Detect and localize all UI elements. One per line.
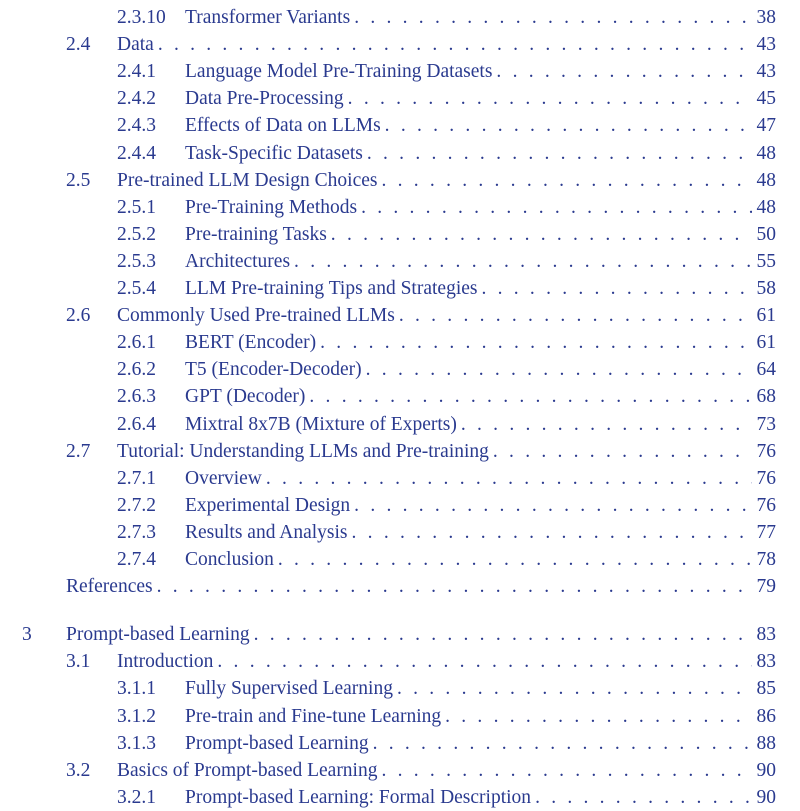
toc-entry-page-number: 48 xyxy=(756,169,776,191)
dot-leader xyxy=(493,438,752,465)
dot-leader xyxy=(445,703,752,730)
dot-leader xyxy=(397,675,752,702)
dot-leader xyxy=(461,411,752,438)
toc-entry-number: 2.6.1 xyxy=(117,332,156,354)
toc-entry-page-number: 85 xyxy=(756,678,776,700)
toc-entry-page-number: 48 xyxy=(756,142,776,164)
dot-leader xyxy=(217,648,752,675)
toc-entry[interactable] xyxy=(0,519,800,546)
dot-leader xyxy=(331,221,752,248)
toc-entry-title[interactable]: Mixtral 8x7B (Mixture of Experts) xyxy=(185,413,457,435)
toc-entry[interactable] xyxy=(0,356,800,383)
toc-entry-title[interactable]: Pre-trained LLM Design Choices xyxy=(117,169,378,191)
toc-entry-title-leader xyxy=(185,703,752,730)
toc-entry-title[interactable]: LLM Pre-training Tips and Strategies xyxy=(185,278,478,299)
toc-entry-title-leader xyxy=(185,675,752,702)
toc-entry-page-number: 45 xyxy=(756,88,776,110)
toc-entry-number: 2.5 xyxy=(66,169,91,191)
toc-entry[interactable] xyxy=(0,675,800,702)
toc-entry-page-number: 90 xyxy=(756,759,776,781)
toc-entry-number: 2.4.2 xyxy=(117,88,156,110)
toc-entry-page-number: 38 xyxy=(756,7,776,28)
toc-entry-title[interactable]: Pre-train and Fine-tune Learning xyxy=(185,705,442,727)
toc-entry-number: 2.7.1 xyxy=(117,467,156,489)
toc-entry-number: 3.2 xyxy=(66,759,91,781)
toc-entry-title[interactable]: T5 (Encoder-Decoder) xyxy=(185,359,362,381)
toc-entry-title-leader xyxy=(66,621,752,648)
toc-entry-title-leader xyxy=(185,275,752,302)
toc-entry-number: 2.7 xyxy=(66,440,91,462)
toc-entry[interactable] xyxy=(0,573,800,600)
toc-entry[interactable] xyxy=(0,140,800,167)
toc-entry-title[interactable]: Pre-training Tasks xyxy=(185,223,327,245)
toc-entry[interactable] xyxy=(0,221,800,248)
toc-entry[interactable] xyxy=(0,58,800,85)
toc-entry-title-leader xyxy=(117,302,752,329)
dot-leader xyxy=(254,621,752,648)
toc-entry-page-number: 78 xyxy=(756,549,776,570)
toc-entry-title[interactable]: Language Model Pre-Training Datasets xyxy=(185,61,493,83)
toc-entry[interactable] xyxy=(0,730,800,757)
toc-entry[interactable] xyxy=(0,703,800,730)
toc-entry-number: 3.1.3 xyxy=(117,732,156,754)
toc-entry[interactable] xyxy=(0,648,800,675)
toc-entry-title-leader xyxy=(185,329,752,356)
toc-entry-title[interactable]: Pre-Training Methods xyxy=(185,196,358,218)
toc-entry-title-leader xyxy=(185,4,752,31)
toc-entry-page-number: 76 xyxy=(756,494,776,516)
toc-entry-page-number: 83 xyxy=(756,624,776,646)
toc-entry-page-number: 83 xyxy=(756,651,776,673)
toc-entry-number: 2.4 xyxy=(66,34,91,56)
toc-entry-title-leader xyxy=(185,411,752,438)
toc-entry-title[interactable]: Task-Specific Datasets xyxy=(185,142,363,164)
toc-entry-number: 2.6.3 xyxy=(117,386,156,408)
toc-entry-title[interactable]: Data xyxy=(117,34,154,56)
dot-leader xyxy=(481,275,752,302)
toc-entry-title[interactable]: Commonly Used Pre-trained LLMs xyxy=(117,305,395,327)
toc-entry-page-number: 68 xyxy=(756,386,776,408)
toc-entry-title-leader xyxy=(117,167,752,194)
toc-entry-title-leader xyxy=(117,31,752,58)
toc-entry[interactable] xyxy=(0,31,800,58)
toc-entry[interactable] xyxy=(0,465,800,492)
toc-entry-title[interactable]: Tutorial: Understanding LLMs and Pre-training xyxy=(117,440,489,462)
toc-entry-title-leader xyxy=(185,492,752,519)
toc-entry-page-number: 58 xyxy=(756,278,776,299)
toc-entry-title[interactable]: Experimental Design xyxy=(185,494,351,516)
toc-entry[interactable] xyxy=(0,411,800,438)
dot-leader xyxy=(348,85,752,112)
toc-entry-title[interactable]: GPT (Decoder) xyxy=(185,386,306,408)
toc-entry-title-leader xyxy=(185,519,752,546)
toc-entry-page-number: 61 xyxy=(756,332,776,354)
toc-entry-number: 3.1 xyxy=(66,651,91,673)
dot-leader xyxy=(385,112,752,139)
toc-entry-page-number: 86 xyxy=(756,705,776,727)
toc-entry-number: 2.6.2 xyxy=(117,359,156,381)
toc-entry[interactable] xyxy=(0,757,800,784)
toc-entry-number: 2.7.2 xyxy=(117,494,156,516)
toc-entry[interactable] xyxy=(0,302,800,329)
toc-entry-page-number: 43 xyxy=(756,61,776,83)
dot-leader xyxy=(278,546,752,573)
toc-entry-page-number: 61 xyxy=(756,305,776,327)
toc-entry-page-number: 77 xyxy=(756,521,776,543)
toc-entry-number: 2.5.2 xyxy=(117,223,156,245)
toc-entry-title[interactable]: Fully Supervised Learning xyxy=(185,678,393,700)
toc-entry-number: 2.3.10 xyxy=(117,7,166,28)
toc-entry[interactable] xyxy=(0,167,800,194)
dot-leader xyxy=(367,140,752,167)
toc-entry-number: 2.7.4 xyxy=(117,549,156,570)
toc-entry-page-number: 48 xyxy=(756,196,776,218)
toc-entry-page-number: 55 xyxy=(756,250,776,272)
toc-entry-title-leader xyxy=(117,438,752,465)
toc-entry-title[interactable]: Architectures xyxy=(185,250,291,272)
toc-entry-number: 3 xyxy=(22,624,32,646)
toc-entry-title-leader xyxy=(185,112,752,139)
toc-entry[interactable] xyxy=(0,784,800,811)
toc-entry-title[interactable]: Conclusion xyxy=(185,549,274,570)
toc-entry[interactable] xyxy=(0,329,800,356)
toc-entry[interactable] xyxy=(0,492,800,519)
toc-entry-title-leader xyxy=(185,546,752,573)
toc-entry-page-number: 90 xyxy=(756,786,776,808)
toc-entry-title-leader xyxy=(66,573,752,600)
toc-entry-page-number: 88 xyxy=(756,732,776,754)
toc-entry-page-number: 50 xyxy=(756,223,776,245)
toc-entry-page-number: 64 xyxy=(756,359,776,381)
dot-leader xyxy=(158,31,752,58)
toc-entry-number: 2.4.3 xyxy=(117,115,156,137)
toc-entry-title-leader xyxy=(185,465,752,492)
toc-entry[interactable] xyxy=(0,85,800,112)
toc-entry-page-number: 43 xyxy=(756,34,776,56)
toc-entry[interactable] xyxy=(0,546,800,573)
toc-entry-number: 3.1.1 xyxy=(117,678,156,700)
dot-leader xyxy=(535,784,752,811)
toc-entry-title[interactable]: Prompt-based Learning xyxy=(185,732,369,754)
toc-entry-number: 2.7.3 xyxy=(117,521,156,543)
toc-entry-page-number: 73 xyxy=(756,413,776,435)
toc-entry-number: 2.5.1 xyxy=(117,196,156,218)
toc-entry-number: 2.5.3 xyxy=(117,250,156,272)
toc-entry-number: 2.6.4 xyxy=(117,413,156,435)
dot-leader xyxy=(266,465,752,492)
toc-entry-title[interactable]: References xyxy=(66,576,153,598)
dot-leader xyxy=(157,573,752,600)
toc-entry-title[interactable]: Data Pre-Processing xyxy=(185,88,344,110)
dot-leader xyxy=(294,248,752,275)
toc-entry[interactable] xyxy=(0,4,800,31)
toc-entry-title-leader xyxy=(185,194,752,221)
toc-entry-page-number: 47 xyxy=(756,115,776,137)
dot-leader xyxy=(309,383,752,410)
toc-entry[interactable] xyxy=(0,438,800,465)
toc-entry-title[interactable]: Prompt-based Learning xyxy=(66,624,250,646)
toc-entry-title-leader xyxy=(185,383,752,410)
dot-leader xyxy=(354,4,752,31)
toc-entry-title-leader xyxy=(117,648,752,675)
toc-entry-number: 2.5.4 xyxy=(117,278,156,299)
dot-leader xyxy=(354,492,752,519)
toc-entry-title[interactable]: Results and Analysis xyxy=(185,521,348,543)
toc-entry-title-leader xyxy=(185,248,752,275)
toc-entry-title-leader xyxy=(185,784,752,811)
toc-entry-title-leader xyxy=(185,58,752,85)
dot-leader xyxy=(381,167,752,194)
toc-entry-title[interactable]: Overview xyxy=(185,467,262,489)
toc-entry-number: 2.6 xyxy=(66,305,91,327)
dot-leader xyxy=(381,757,752,784)
toc-entry-title[interactable]: Introduction xyxy=(117,651,214,673)
toc-entry-title-leader xyxy=(185,85,752,112)
toc-entry-title-leader xyxy=(117,757,752,784)
dot-leader xyxy=(496,58,752,85)
toc-entry[interactable] xyxy=(0,275,800,302)
toc-entry-title-leader xyxy=(185,356,752,383)
toc-entry-number: 3.1.2 xyxy=(117,705,156,727)
dot-leader xyxy=(361,194,752,221)
toc-entry[interactable] xyxy=(0,248,800,275)
toc-entry-title[interactable]: Transformer Variants xyxy=(185,7,351,28)
toc-entry[interactable] xyxy=(0,383,800,410)
toc-entry[interactable] xyxy=(0,112,800,139)
toc-entry-page-number: 76 xyxy=(756,467,776,489)
toc-entry-title[interactable]: Prompt-based Learning: Formal Description xyxy=(185,786,532,808)
toc-entry-title-leader xyxy=(185,730,752,757)
toc-entry-title[interactable]: BERT (Encoder) xyxy=(185,332,317,354)
toc-entry-page-number: 79 xyxy=(756,576,776,598)
toc-entry-number: 2.4.4 xyxy=(117,142,156,164)
dot-leader xyxy=(352,519,752,546)
dot-leader xyxy=(373,730,752,757)
toc-entry-title-leader xyxy=(185,140,752,167)
toc-entry[interactable] xyxy=(0,194,800,221)
toc-entry-number: 2.4.1 xyxy=(117,61,156,83)
toc-entry-page-number: 76 xyxy=(756,440,776,462)
toc-entry-title[interactable]: Effects of Data on LLMs xyxy=(185,115,381,137)
toc-entry-title[interactable]: Basics of Prompt-based Learning xyxy=(117,759,378,781)
toc-entry[interactable] xyxy=(0,621,800,648)
toc-entry-number: 3.2.1 xyxy=(117,786,156,808)
dot-leader xyxy=(366,356,752,383)
dot-leader xyxy=(320,329,752,356)
dot-leader xyxy=(399,302,752,329)
toc-entry-title-leader xyxy=(185,221,752,248)
